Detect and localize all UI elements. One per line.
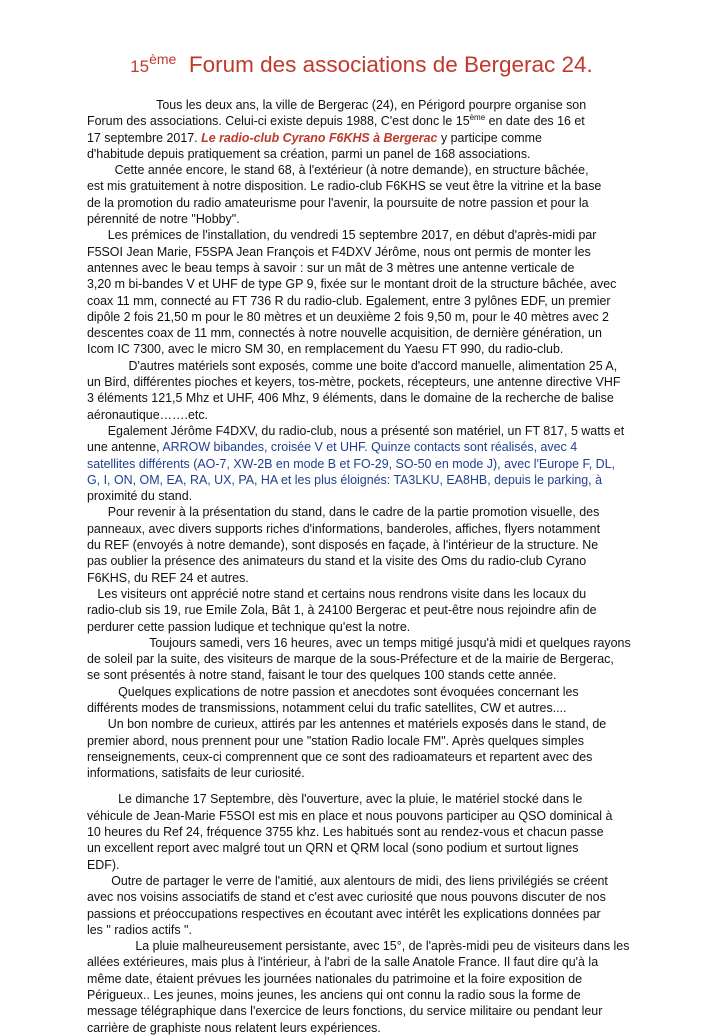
text-line [87, 374, 667, 390]
text-segment: F6KHS, du REF 24 et autres. [87, 570, 249, 585]
text-line [87, 260, 667, 276]
text-line [87, 227, 667, 243]
text-segment: aéronautique…….etc. [87, 407, 208, 422]
text-segment: 17 septembre 2017. [87, 130, 202, 145]
text-segment: pas oublier la présence des animateurs du stand et la visite des Oms du radio-club Cyrano [87, 554, 587, 569]
text-line [87, 146, 667, 162]
text-segment: ARROW bibandes, croisée V et UHF. Quinze contacts sont réalisés, avec 4 [162, 440, 578, 455]
text-line [87, 407, 667, 423]
text-line [87, 781, 667, 791]
text-line [87, 244, 667, 260]
text-line [87, 667, 667, 683]
text-segment: Les visiteurs ont apprécié notre stand et certains nous rendrons visite dans les locaux du [87, 586, 587, 601]
text-line [87, 113, 667, 129]
text-line [87, 309, 667, 325]
text-line [87, 619, 667, 635]
text-segment: radio-club sis 19, rue Emile Zola, Bât 1, à 24100 Bergerac et peut-être nous rejoindre afin de [87, 603, 597, 618]
text-line [87, 211, 667, 227]
article-body [87, 97, 667, 1036]
text-segment: message télégraphique dans l'exercice de leurs fonctions, du service militaire ou pendant leur [87, 1004, 603, 1019]
text-segment: les " radios actifs ". [87, 922, 192, 937]
text-line [87, 1003, 667, 1019]
text-line [87, 840, 667, 856]
text-line [87, 791, 667, 807]
text-line [87, 162, 667, 178]
text-segment: y participe comme [437, 130, 542, 145]
text-line [87, 472, 667, 488]
text-segment: allées extérieures, mais plus à l'intérieur, à l'abri de la salle Anatole France. Il faut dire qu'à la [87, 955, 599, 970]
text-line [87, 651, 667, 667]
text-line [87, 906, 667, 922]
text-line [87, 504, 667, 520]
title-text: Forum des associations de Bergerac 24. [188, 52, 593, 77]
text-segment: perdurer cette passion ludique et technique qu'est la notre. [87, 619, 411, 634]
text-line [87, 293, 667, 309]
text-line [87, 857, 667, 873]
text-line [87, 873, 667, 889]
text-segment: carrière de graphiste nous relatent leurs expériences. [87, 1020, 381, 1035]
text-line [87, 808, 667, 824]
text-segment: 10 heures du Ref 24, fréquence 3755 khz. Les habitués sont au rendez-vous et chacun passe [87, 825, 604, 840]
text-line [87, 570, 667, 586]
text-line [87, 553, 667, 569]
text-line [87, 602, 667, 618]
text-segment: Outre de partager le verre de l'amitié, aux alentours de midi, des liens privilégiés se créent [87, 873, 608, 888]
text-segment: Quelques explications de notre passion et anecdotes sont évoquées concernant les [87, 684, 579, 699]
text-line [87, 537, 667, 553]
text-segment: satellites différents (AO-7, XW-2B en mode B et FO-29, SO-50 en mode J), avec l'Europe F, DL, [87, 456, 615, 471]
text-segment: Le dimanche 17 Septembre, dès l'ouverture, avec la pluie, le matériel stocké dans le [87, 792, 583, 807]
text-line [87, 423, 667, 439]
text-line [87, 358, 667, 374]
text-segment: Pour revenir à la présentation du stand, dans le cadre de la partie promotion visuelle, des [87, 505, 600, 520]
text-segment: Les prémices de l'installation, du vendredi 15 septembre 2017, en début d'après-midi par [87, 228, 597, 243]
text-segment: D'autres matériels sont exposés, comme une boite d'accord manuelle, alimentation 25 A, [87, 358, 618, 373]
text-segment: se sont présentés à notre stand, faisant le tour des quelques 100 stands cette année. [87, 668, 557, 683]
text-line [87, 456, 667, 472]
text-segment: de soleil par la suite, des visiteurs de marque de la sous-Préfecture et de la mairie de Bergerac, [87, 652, 614, 667]
text-line [87, 195, 667, 211]
text-segment: Cette année encore, le stand 68, à l'extérieur (à notre demande), en structure bâchée, [87, 163, 589, 178]
text-line [87, 716, 667, 732]
text-segment: même date, étaient prévues les journées nationales du patrimoine et la foire exposition de [87, 971, 583, 986]
text-line [87, 586, 667, 602]
text-segment: une antenne, [87, 440, 163, 455]
text-line [87, 765, 667, 781]
text-segment: 3 éléments 121,5 Mhz et UHF, 406 Mhz, 9 éléments, dans le domaine de la recherche de balise [87, 391, 614, 406]
text-segment: antennes avec le beau temps à savoir : sur un mât de 3 mètres une antenne verticale de [87, 260, 575, 275]
text-line [87, 987, 667, 1003]
text-line [87, 488, 667, 504]
text-line [87, 889, 667, 905]
text-segment: avec nos voisins associatifs de stand et c'est avec curiosité que nous pouvons discuter de nos [87, 890, 606, 905]
text-line [87, 749, 667, 765]
page-title [0, 52, 723, 78]
text-segment: 3,20 m bi-bandes V et UHF de type GP 9, fixée sur le montant droit de la structure bâchée, avec [87, 277, 617, 292]
text-line [87, 971, 667, 987]
text-segment: F5SOI Jean Marie, F5SPA Jean François et F4DXV Jérôme, nous ont permis de monter les [87, 244, 591, 259]
text-segment: descentes coax de 11 mm, connectés à notre nouvelle acquisition, de dernière génération, un [87, 326, 602, 341]
text-line [87, 341, 667, 357]
text-segment: Un bon nombre de curieux, attirés par les antennes et matériels exposés dans le stand, de [87, 717, 607, 732]
text-segment: proximité du stand. [87, 489, 193, 504]
text-segment: Icom IC 7300, avec le micro SM 30, en remplacement du Yaesu FT 990, du radio-club. [87, 342, 564, 357]
text-line [87, 700, 667, 716]
text-line [87, 325, 667, 341]
text-segment: Toujours samedi, vers 16 heures, avec un temps mitigé jusqu'à midi et quelques rayons [87, 635, 631, 650]
text-segment: différents modes de transmissions, notamment celui du trafic satellites, CW et autres.... [87, 700, 567, 715]
title-superscript: ème [149, 51, 177, 67]
text-segment: du REF (envoyés à notre demande), sont disposés en façade, à l'intérieur de la structure. Ne [87, 538, 599, 553]
text-segment: G, I, ON, OM, EA, RA, UX, PA, HA et les plus éloignés: TA3LKU, EA8HB, depuis le parking, à [87, 472, 602, 487]
text-line [87, 954, 667, 970]
text-segment: Egalement Jérôme F4DXV, du radio-club, nous a présenté son matériel, un FT 817, 5 watts et [87, 423, 625, 438]
text-line [87, 733, 667, 749]
text-segment: EDF). [87, 857, 120, 872]
text-line [87, 521, 667, 537]
text-segment: passions et préoccupations respectives en écoutant avec intérêt les explications données par [87, 906, 601, 921]
text-segment: un Bird, différentes pioches et keyers, tos-mètre, pockets, récepteurs, une antenne directive VHF [87, 375, 621, 390]
text-segment: un excellent report avec malgré tout un QRN et QRM local (sono podium et surtout lignes [87, 841, 579, 856]
text-line [87, 684, 667, 700]
text-line [87, 1020, 667, 1036]
text-line [87, 938, 667, 954]
text-line [87, 390, 667, 406]
text-segment: coax 11 mm, connecté au FT 736 R du radio-club. Egalement, entre 3 pylônes EDF, un premier [87, 293, 611, 308]
superscript-ordinal: ème [469, 113, 486, 123]
text-line [87, 178, 667, 194]
title-number: 15 [130, 57, 150, 76]
text-line [87, 439, 667, 455]
text-line [87, 97, 667, 113]
text-segment: Tous les deux ans, la ville de Bergerac (24), en Périgord pourpre organise son [87, 98, 587, 112]
text-segment: Forum des associations. Celui-ci existe depuis 1988, C'est donc le 15 [87, 114, 470, 129]
text-segment: pérennité de notre "Hobby". [87, 212, 240, 227]
radio-club-highlight: Le radio-club Cyrano F6KHS à Bergerac [201, 130, 438, 145]
text-segment: premier abord, nous prennent pour une "station Radio locale FM". Après quelques simples [87, 733, 584, 748]
text-segment: panneaux, avec divers supports riches d'informations, banderoles, affiches, flyers notamment [87, 521, 601, 536]
text-segment: d'habitude depuis pratiquement sa création, parmi un panel de 168 associations. [87, 146, 531, 161]
text-line [87, 130, 667, 146]
text-line [87, 635, 667, 651]
text-line [87, 922, 667, 938]
text-segment: de la promotion du radio amateurisme pour l'avenir, la poursuite de notre passion et pour la [87, 195, 589, 210]
text-segment: dipôle 2 fois 21,50 m pour le 80 mètres et un deuxième 2 fois 9,50 m, pour le 40 mètres avec 2 [87, 309, 609, 324]
text-segment: Périgueux.. Les jeunes, moins jeunes, les anciens qui ont connu la radio sous la forme de [87, 988, 581, 1003]
text-segment: en date des 16 et [485, 114, 585, 129]
text-line [87, 824, 667, 840]
text-line [87, 276, 667, 292]
text-segment: véhicule de Jean-Marie F5SOI est mis en place et nous pouvons participer au QSO dominical à [87, 808, 613, 823]
text-segment: La pluie malheureusement persistante, avec 15°, de l'après-midi peu de visiteurs dans les [87, 939, 630, 954]
text-segment: est mis gratuitement à notre disposition. Le radio-club F6KHS se veut être la vitrine et la base [87, 179, 602, 194]
text-segment: renseignements, ceux-ci comprennent que ce sont des radioamateurs et repartent avec des [87, 749, 593, 764]
text-segment: informations, satisfaits de leur curiosité. [87, 766, 305, 781]
